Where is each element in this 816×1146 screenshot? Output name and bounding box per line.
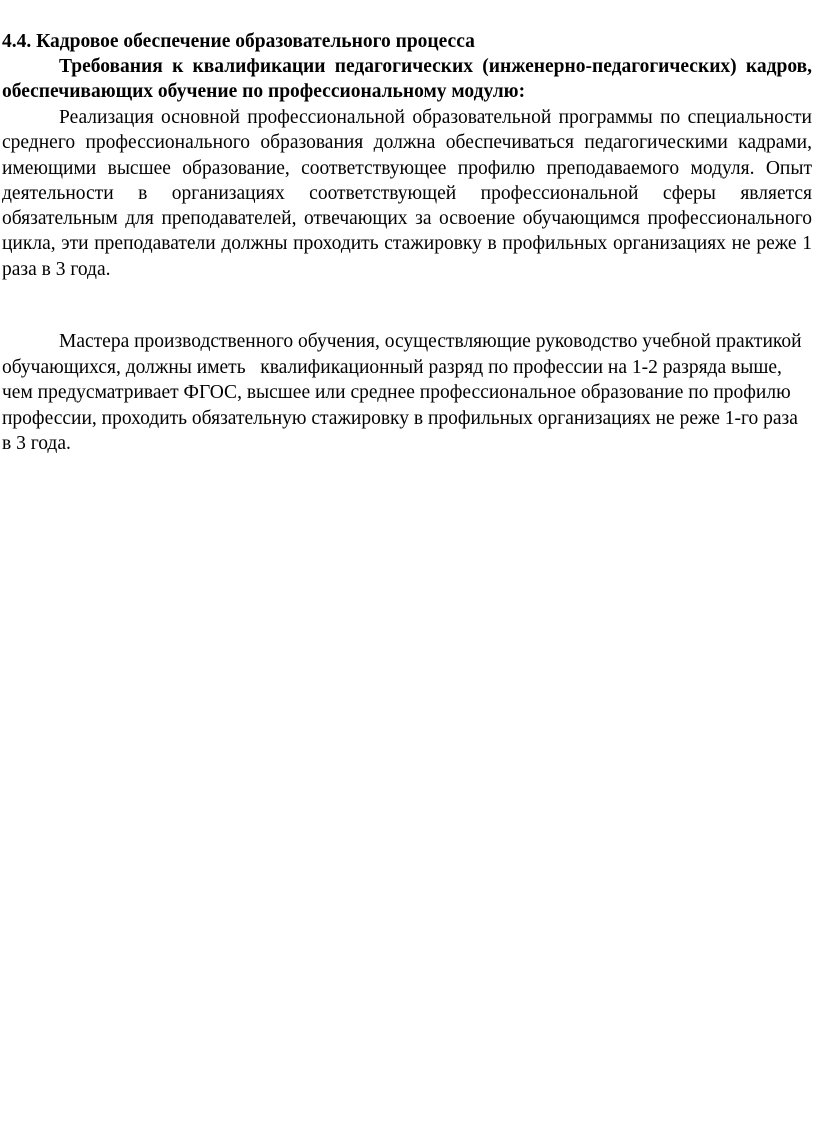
requirements-heading: Требования к квалификации педагогических (инженерно-педагогических) кадров, обеспечивающих обучение по профессиональному модулю: xyxy=(2,56,812,103)
paragraph-masters: Мастера производственного обучения, осуществляющие руководство учебной практикой обучающихся, должны иметь квалификационный разряд по профессии на 1-2 разряда выше, чем предусматривает ФГОС, высшее или среднее профессиональное образование по профилю профессии, проходить обязательную стажировку в профильных организациях не реже 1-го раза в 3 года. xyxy=(2,331,807,455)
paragraph-teachers: Реализация основной профессиональной образовательной программы по специальности среднего профессионального образования должна обеспечиваться педагогическими кадрами, имеющими высшее образование, соответствующее профилю преподаваемого модуля. Опыт деятельности в организациях соответствующей профессиональной сферы является обязательным для преподавателей, отвечающих за освоение обучающимся профессионального цикла, эти преподаватели должны проходить стажировку в профильных организациях не реже 1 раза в 3 года. xyxy=(2,107,812,280)
section-heading: 4.4. Кадровое обеспечение образовательного процесса xyxy=(2,31,475,52)
